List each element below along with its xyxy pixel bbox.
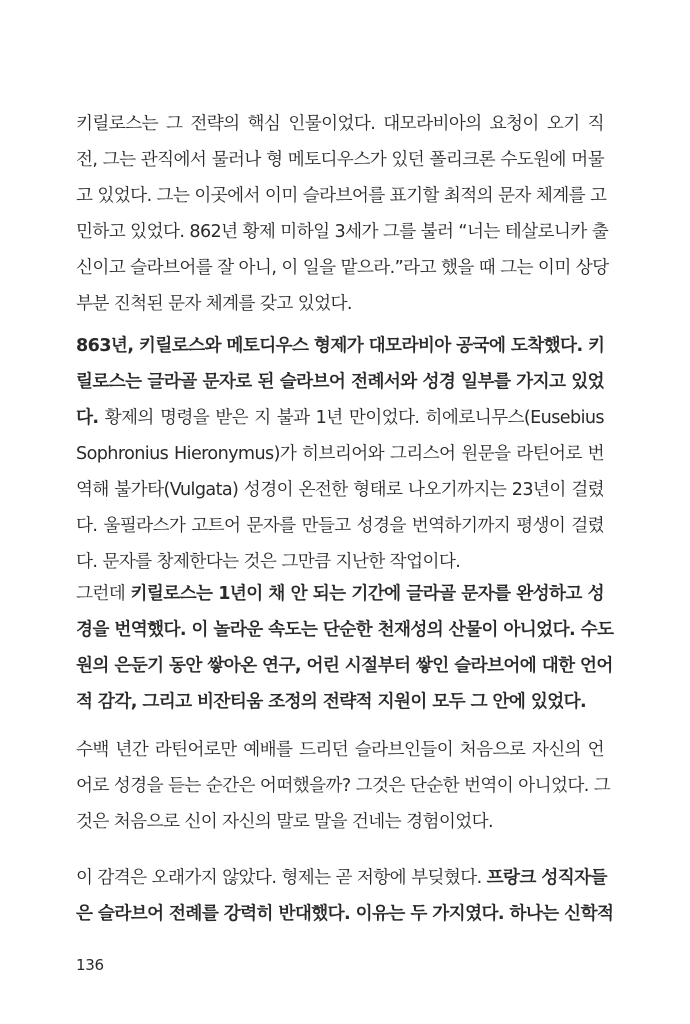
text-line: [76, 291, 604, 327]
text-line: [76, 441, 604, 477]
text-line: [76, 111, 604, 147]
body-text: 이 감격은 오래가지 않았다. 형제는 곧 저항에 부딪혔다.: [76, 868, 487, 888]
body-text: 그런데: [76, 584, 131, 604]
bold-text: 경을 번역했다. 이 놀라운 속도는 단순한 천재성의 산물이 아니었다. 수도: [76, 620, 614, 640]
text-line: [76, 477, 604, 513]
paragraph: [76, 737, 611, 845]
bold-text: 키릴로스는 1년이 채 안 되는 기간에 글라골 문자를 완성하고 성: [130, 584, 604, 604]
text-line: [76, 369, 604, 405]
text-line: [76, 549, 604, 585]
body-text: 수백 년간 라틴어로만 예배를 드리던 슬라브인들이 처음으로 자신의 언: [76, 740, 604, 760]
body-text: 황제의 명령을 받은 지 불과 1년 만이었다. 히에로니무스(Eusebius: [98, 408, 604, 428]
bold-text: 원의 은둔기 동안 쌓아온 연구, 어린 시절부터 쌓인 슬라브어에 대한 언어: [76, 656, 613, 676]
text-line: [76, 865, 607, 901]
text-line: [76, 581, 604, 617]
bold-text: 다.: [76, 408, 99, 428]
text-line: [76, 219, 609, 255]
body-text: 부분 진척된 문자 체계를 갖고 있었다.: [76, 294, 352, 314]
text-line: [76, 513, 604, 549]
body-text: 키릴로스는 그 전략의 핵심 인물이었다. 대모라비아의 요청이 오기 직: [76, 114, 604, 134]
bold-text: 863년, 키릴로스와 메토디우스 형제가 대모라비아 공국에 도착했다. 키: [76, 336, 605, 356]
body-text: 고 있었다. 그는 이곳에서 이미 슬라브어를 표기할 최적의 문자 체계를 고: [76, 186, 607, 206]
text-line: [76, 689, 604, 725]
body-text: 것은 처음으로 신이 자신의 말로 말을 건네는 경험이었다.: [76, 812, 494, 832]
body-text: 역해 불가타(Vulgata) 성경이 온전한 형태로 나오기까지는 23년이 걸렸: [76, 480, 604, 500]
text-line: [76, 773, 611, 809]
bold-text: 릴로스는 글라골 문자로 된 슬라브어 전례서와 성경 일부를 가지고 있었: [76, 372, 604, 392]
body-text: 민하고 있었다. 862년 황제 미하일 3세가 그를 불러 “너는 테살로니카 출: [76, 222, 609, 242]
body-text: 다. 문자를 창제한다는 것은 그만큼 지난한 작업이다.: [76, 552, 461, 572]
text-line: [76, 183, 607, 219]
body-text: Sophronius Hieronymus)가 히브리어와 그리스어 원문을 라틴어로 번: [76, 444, 604, 464]
text-line: [76, 901, 614, 937]
text-line: [76, 737, 604, 773]
page-number: 136: [76, 956, 104, 974]
text-line: [76, 255, 609, 291]
body-text: 전, 그는 관직에서 물러나 형 메토디우스가 있던 폴리크론 수도원에 머물: [76, 150, 604, 170]
text-line: [76, 405, 604, 441]
text-line: [76, 653, 613, 689]
bold-text: 프랑크 성직자들: [486, 868, 607, 888]
body-text: 신이고 슬라브어를 잘 아니, 이 일을 맡으라.”라고 했을 때 그는 이미 상당: [76, 258, 609, 278]
paragraph: [76, 581, 614, 725]
paragraph: [76, 111, 609, 327]
bold-text: 은 슬라브어 전례를 강력히 반대했다. 이유는 두 가지였다. 하나는 신학적: [76, 904, 614, 924]
body-text: 다. 울필라스가 고트어 문자를 만들고 성경을 번역하기까지 평생이 걸렸: [76, 516, 604, 536]
text-line: [76, 147, 604, 183]
text-line: [76, 617, 614, 653]
text-line: [76, 809, 604, 845]
text-line: [76, 333, 604, 369]
paragraph: [76, 333, 604, 585]
body-text: 어로 성경을 듣는 순간은 어떠했을까? 그것은 단순한 번역이 아니었다. 그: [76, 776, 611, 796]
paragraph: [76, 865, 614, 937]
bold-text: 적 감각, 그리고 비잔티움 조정의 전략적 지원이 모두 그 안에 있었다.: [76, 692, 587, 712]
